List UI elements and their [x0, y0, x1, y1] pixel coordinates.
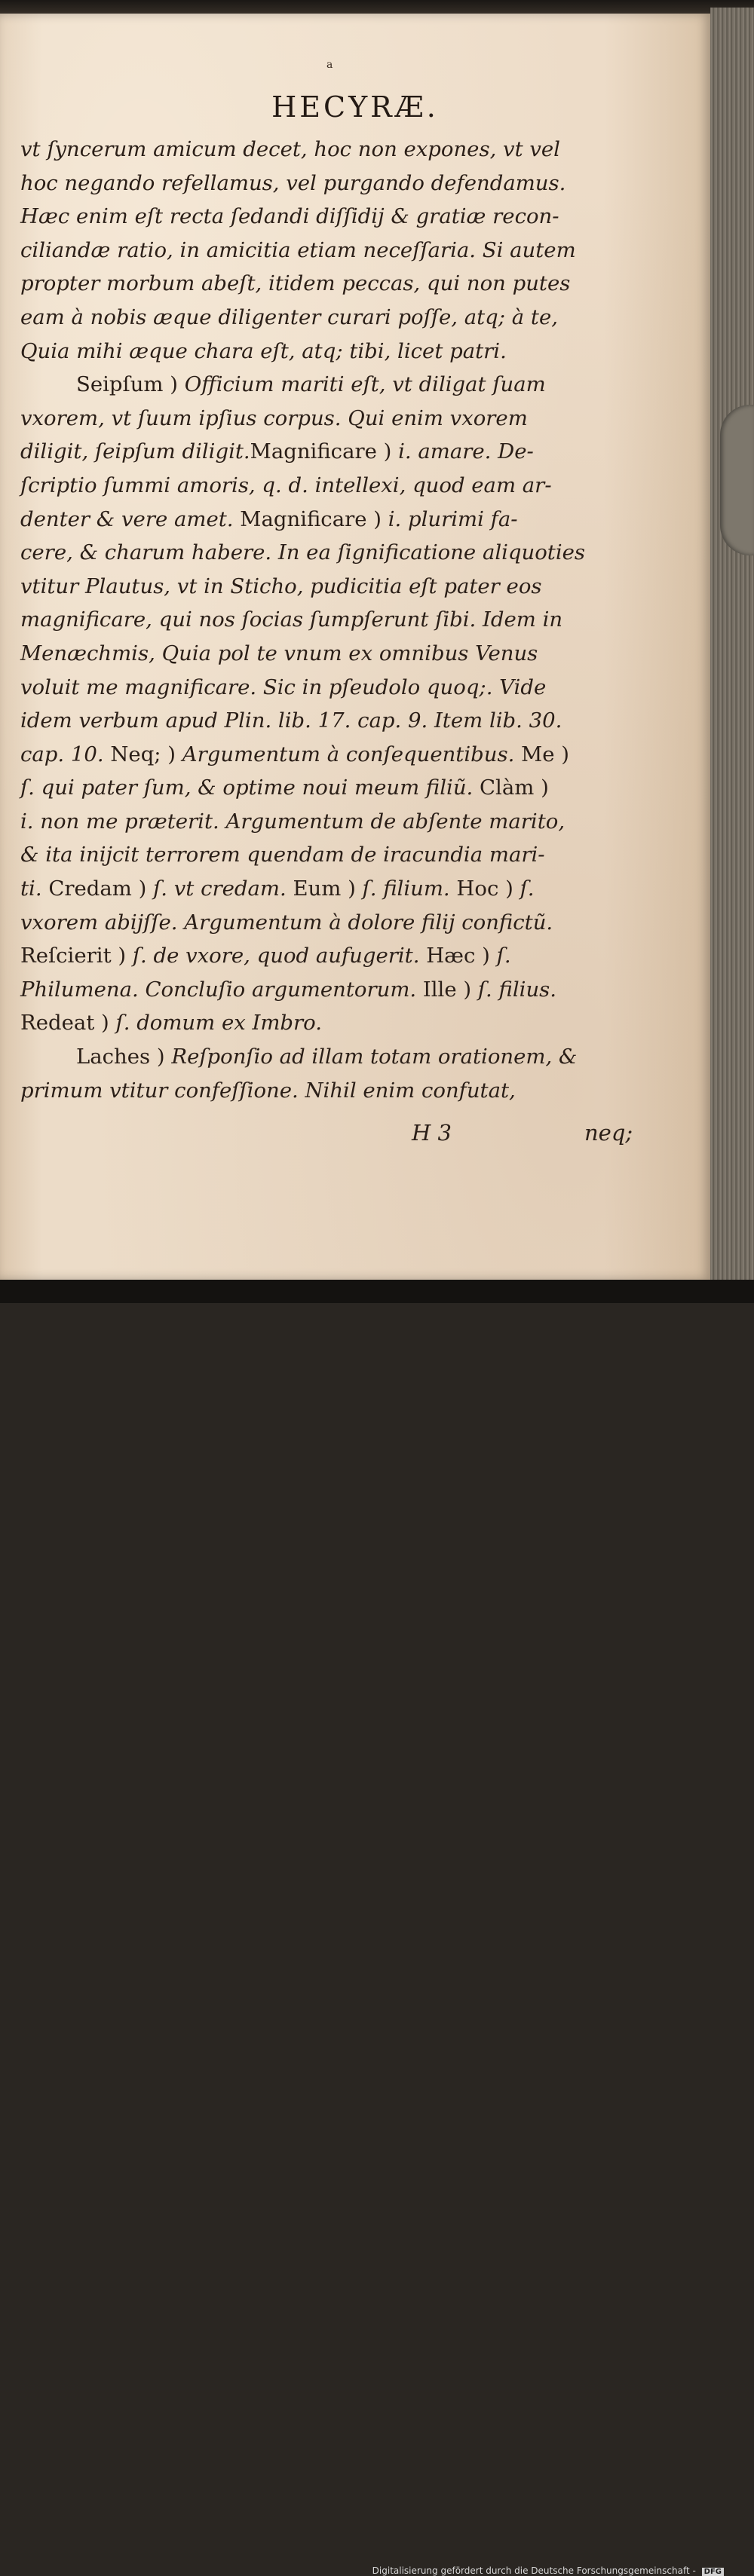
- dfg-logo: DFG: [702, 2568, 724, 2576]
- commentary-text: eam à nobis æque diligenter curari poſſe, atq; à te,: [20, 304, 558, 329]
- commentary-text: i. amare. De-: [398, 439, 534, 464]
- lemma-text: Magnificare ): [240, 506, 388, 531]
- commentary-text: Menæchmis, Quia pol te vnum ex omnibus Venus: [20, 641, 538, 665]
- text-line: [20, 167, 631, 200]
- commentary-text: vt ſyncerum amicum decet, hoc non expones, vt vel: [20, 137, 560, 161]
- lemma-text: Hoc ): [456, 877, 520, 901]
- text-line: [20, 301, 631, 335]
- text-line: [20, 771, 631, 805]
- lemma-text: Seipſum ): [76, 372, 185, 397]
- commentary-text: Reſponſio ad illam totam orationem, &: [171, 1045, 578, 1069]
- page-body-text: [20, 133, 631, 1107]
- footer-strip: [0, 1280, 754, 2576]
- lemma-text: Laches ): [76, 1045, 172, 1069]
- text-line: [20, 133, 631, 167]
- catchword: neq;: [584, 1120, 633, 1146]
- commentary-text: ſ. qui pater ſum, & optime noui meum filiũ.: [20, 776, 480, 800]
- text-line: [20, 671, 631, 705]
- commentary-text: Philumena. Concluſio argumentorum.: [20, 977, 423, 1002]
- commentary-text: & ita inijcit terrorem quendam de iracundia mari-: [20, 843, 545, 867]
- text-line: [20, 603, 631, 637]
- commentary-text: i. non me præterit. Argumentum de abſente marito,: [20, 809, 566, 834]
- text-line: [20, 637, 631, 671]
- digitization-credit: [372, 2565, 724, 2576]
- text-line: [20, 200, 631, 234]
- text-line: [20, 234, 631, 268]
- commentary-text: ſ. domum ex Imbro.: [115, 1011, 322, 1036]
- lemma-text: Ille ): [422, 977, 478, 1002]
- text-line: [20, 805, 631, 839]
- bookmark-tab: [720, 405, 754, 555]
- text-line: [20, 1006, 631, 1040]
- lemma-text: Credam ): [48, 877, 154, 901]
- text-line: [20, 335, 631, 369]
- page-edges: [710, 8, 754, 1289]
- text-line: [20, 368, 631, 402]
- commentary-text: ſ. filium.: [362, 877, 457, 901]
- text-line: [20, 536, 631, 570]
- lemma-text: Reſcierit ): [20, 944, 133, 968]
- commentary-text: Officium mariti eſt, vt diligat ſuam: [184, 372, 546, 397]
- commentary-text: i. plurimi fa-: [388, 506, 518, 531]
- text-line: [20, 906, 631, 940]
- text-line: [20, 1040, 631, 1074]
- commentary-text: ti.: [20, 877, 49, 901]
- commentary-text: vtitur Plautus, vt in Sticho, pudicitia eſt pater eos: [20, 574, 542, 598]
- text-line: [20, 1074, 631, 1108]
- text-line: [20, 973, 631, 1007]
- commentary-text: magnificare, qui nos ſocias ſumpſerunt ſibi. Idem in: [20, 607, 563, 632]
- commentary-text: primum vtitur confeſſione. Nihil enim confutat,: [20, 1078, 516, 1103]
- commentary-text: cap. 10.: [20, 742, 111, 766]
- commentary-text: ſ. filius.: [477, 977, 557, 1002]
- commentary-text: ciliandæ ratio, in amicitia etiam neceſſaria. Si autem: [20, 237, 576, 262]
- text-line: [20, 402, 631, 436]
- commentary-text: ſ. vt credam.: [153, 877, 293, 901]
- commentary-text: ſ.: [496, 944, 511, 968]
- lemma-text: Hæc ): [426, 944, 497, 968]
- commentary-text: ſ.: [520, 877, 535, 901]
- lemma-text: Clàm ): [480, 776, 549, 800]
- commentary-text: diligit, ſeipſum diligit.: [20, 439, 250, 464]
- commentary-text: ſ. de vxore, quod aufugerit.: [132, 944, 427, 968]
- commentary-text: vxorem, vt ſuum ipſius corpus. Qui enim vxorem: [20, 405, 528, 430]
- text-line: [20, 704, 631, 738]
- lemma-text: Me ): [521, 742, 569, 766]
- commentary-text: Hæc enim eſt recta ſedandi diſſidij & gratiæ recon-: [20, 204, 559, 229]
- text-line: [20, 838, 631, 872]
- lemma-text: Magnificare ): [250, 439, 399, 464]
- text-line: [20, 503, 631, 537]
- commentary-text: Quia mihi æque chara eſt, atq; tibi, licet patri.: [20, 338, 507, 363]
- commentary-text: idem verbum apud Plin. lib. 17. cap. 9. Item lib. 30.: [20, 708, 562, 733]
- commentary-text: Argumentum à conſequentibus.: [182, 742, 522, 766]
- text-line: [20, 738, 631, 772]
- text-line: [20, 570, 631, 604]
- commentary-text: vxorem abijſſe. Argumentum à dolore filij confictũ.: [20, 910, 553, 935]
- text-line: [20, 267, 631, 301]
- lemma-text: Neq; ): [110, 742, 182, 766]
- signature-mark: a: [326, 59, 333, 71]
- commentary-text: cere, & charum habere. In ea ſignificatione aliquoties: [20, 540, 586, 565]
- lemma-text: Eum ): [293, 877, 363, 901]
- commentary-text: voluit me magnificare. Sic in pſeudolo quoq;. Vide: [20, 675, 547, 699]
- text-line: [20, 872, 631, 906]
- text-line: [20, 469, 631, 503]
- commentary-text: ſcriptio ſummi amoris, q. d. intellexi, quod eam ar-: [20, 473, 552, 497]
- commentary-text: denter & vere amet.: [20, 506, 241, 531]
- running-head: HECYRÆ.: [271, 90, 439, 124]
- credit-text: Digitalisierung gefördert durch die Deutsche Forschungsgemeinschaft -: [372, 2565, 696, 2576]
- commentary-text: propter morbum abeſt, itidem peccas, qui non putes: [20, 271, 571, 296]
- signature-label: H 3: [412, 1120, 452, 1146]
- text-line: [20, 435, 631, 469]
- book-page: [0, 14, 710, 1280]
- text-line: [20, 939, 631, 973]
- lemma-text: Redeat ): [20, 1011, 116, 1036]
- commentary-text: hoc negando refellamus, vel purgando defendamus.: [20, 170, 566, 195]
